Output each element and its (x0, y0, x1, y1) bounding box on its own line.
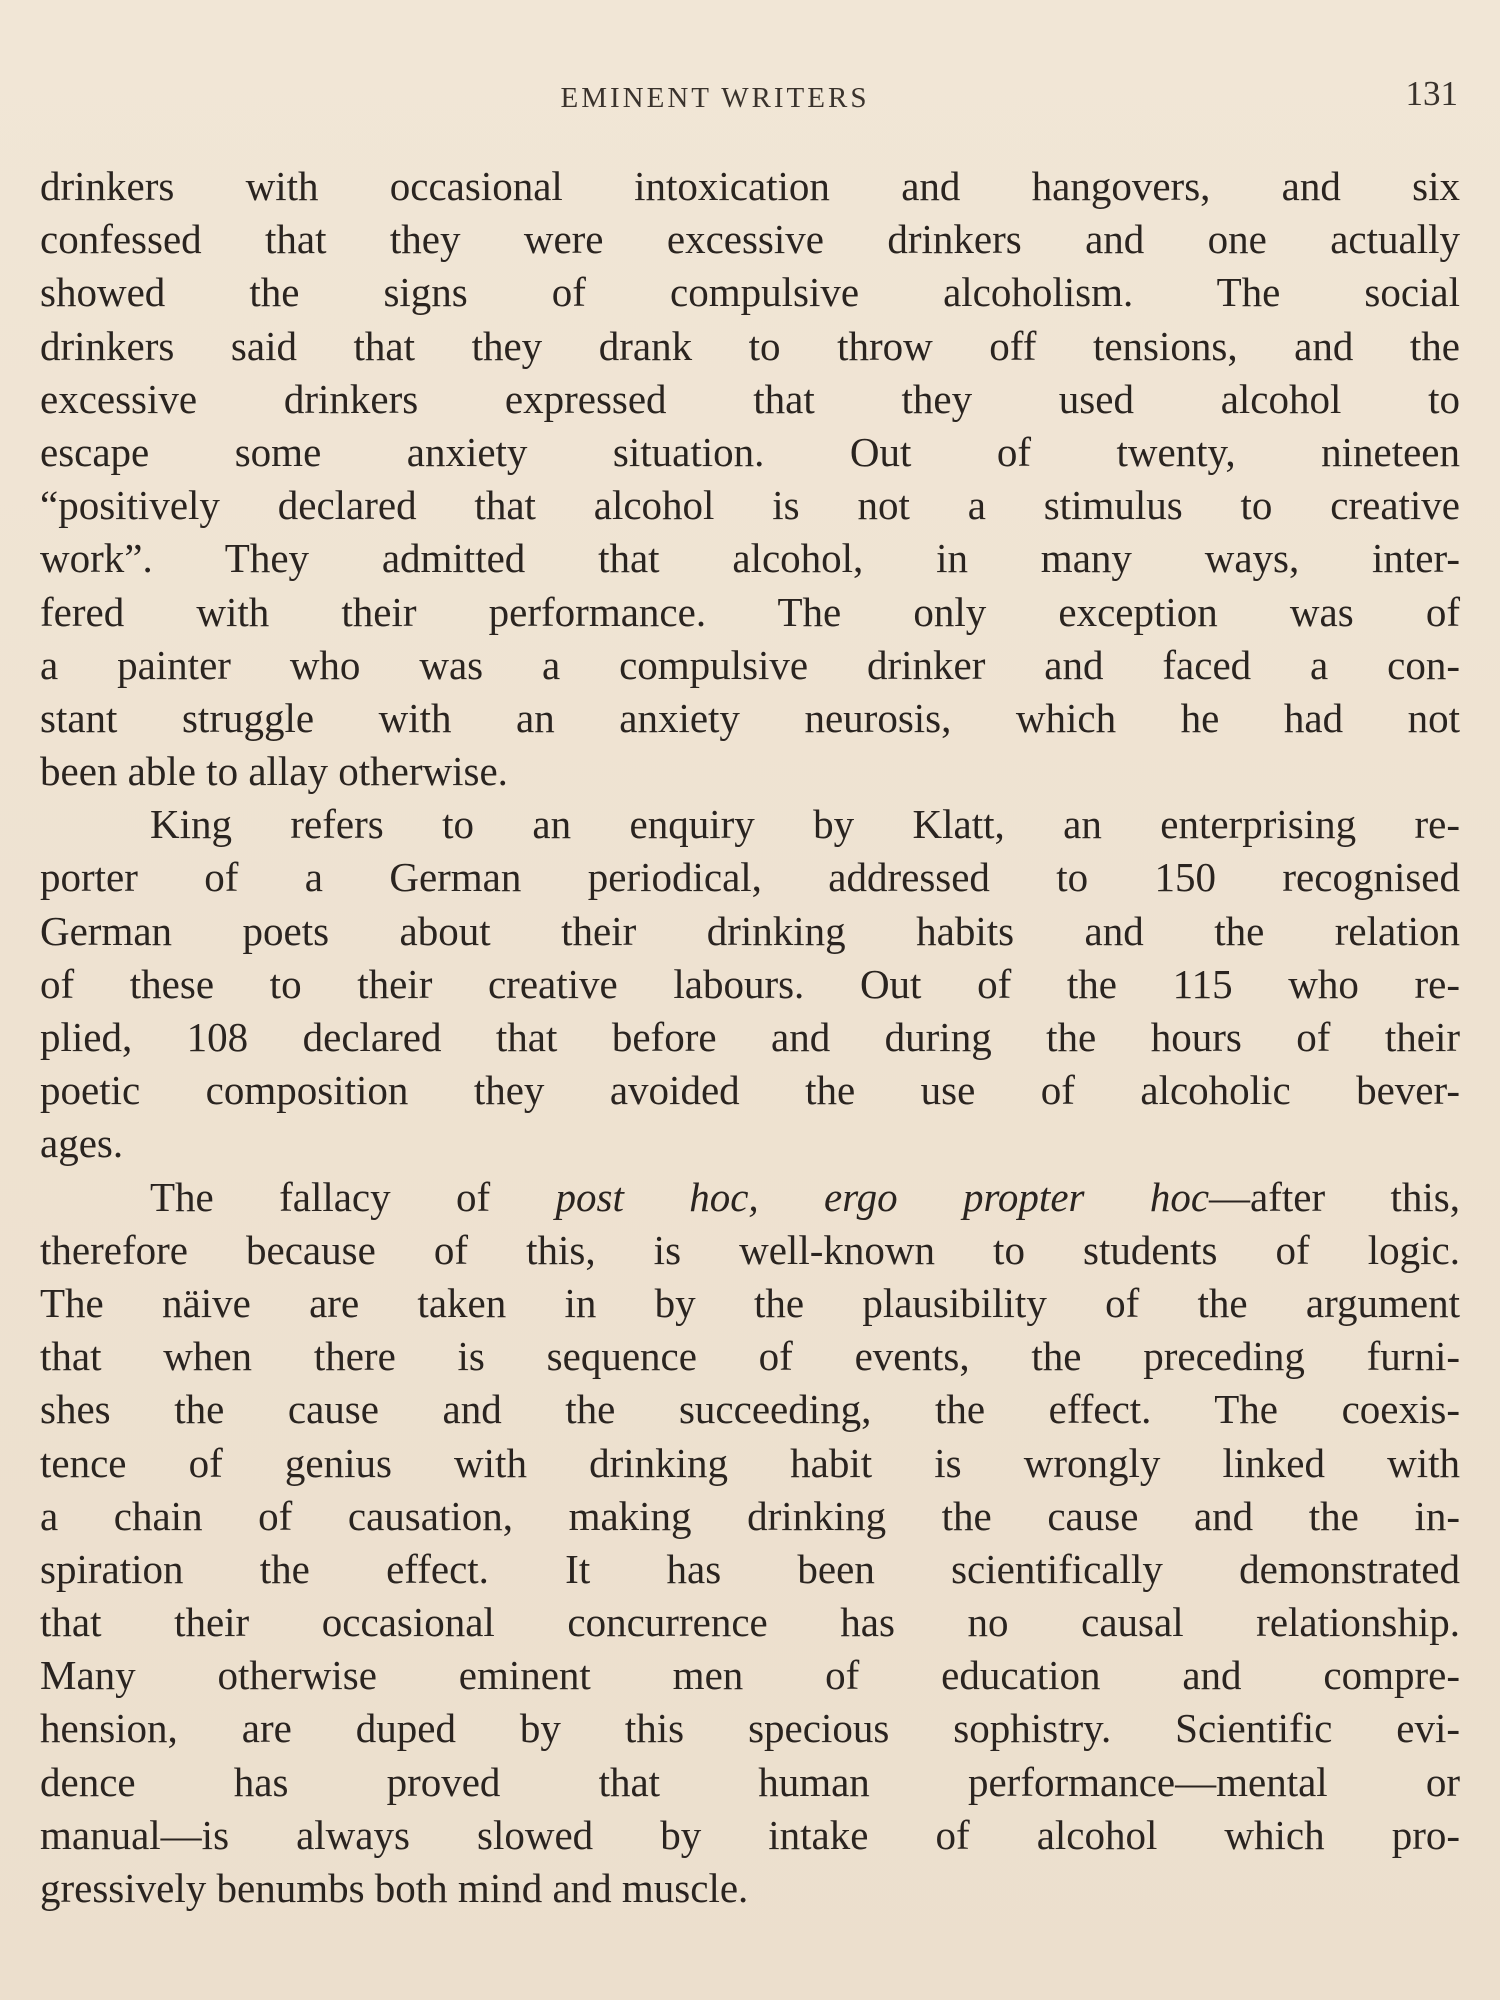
text-line: gressively benumbs both mind and muscle. (40, 1865, 749, 1911)
text-line (40, 1171, 1460, 1224)
text-fragment: —after this, (1209, 1173, 1460, 1220)
text-line: porter of a German periodical, addressed to 150 recognised (40, 854, 1460, 901)
paragraph-2 (40, 798, 1460, 1170)
text-line: drinkers with occasional intoxication and hangovers, and six (40, 163, 1460, 209)
text-line: of these to their creative labours. Out of the 115 who re- (40, 960, 1460, 1007)
text-line: plied, 108 declared that before and during the hours of their (40, 1014, 1460, 1060)
text-line: a chain of causation, making drinking the cause and the in- (40, 1492, 1460, 1539)
text-line: drinkers said that they drank to throw off tensions, and the (40, 322, 1460, 369)
paragraph-3 (40, 1171, 1460, 1916)
text-line: confessed that they were excessive drinkers and one actually (40, 216, 1460, 263)
text-line: King refers to an enquiry by Klatt, an enterprising re- (150, 801, 1460, 848)
text-line: hension, are duped by this specious sophistry. Scientific evi- (40, 1705, 1460, 1752)
text-line: manual—is always slowed by intake of alcohol which pro- (40, 1811, 1460, 1858)
text-line: dence has proved that human performance—mental or (40, 1758, 1460, 1805)
text-line: a painter who was a compulsive drinker and faced a con- (40, 641, 1460, 688)
text-line: German poets about their drinking habits and the relation (40, 907, 1460, 954)
text-fragment: The fallacy of (150, 1173, 556, 1220)
latin-phrase: post hoc, ergo propter hoc (555, 1173, 1210, 1220)
text-line: shes the cause and the succeeding, the effect. The coexis- (40, 1386, 1460, 1433)
text-line: been able to allay otherwise. (40, 748, 508, 795)
running-head: EMINENT WRITERS (560, 82, 870, 114)
text-line: that their occasional concurrence has no causal relationship. (40, 1599, 1460, 1646)
text-line: ages. (40, 1120, 124, 1167)
text-line: tence of genius with drinking habit is wrongly linked with (40, 1439, 1460, 1486)
page-number: 131 (1405, 74, 1458, 113)
text-line: that when there is sequence of events, the preceding furni- (40, 1333, 1460, 1380)
text-line: escape some anxiety situation. Out of twenty, nineteen (40, 428, 1460, 475)
text-line: work”. They admitted that alcohol, in many ways, inter- (40, 535, 1460, 582)
text-line: fered with their performance. The only exception was of (40, 588, 1460, 635)
text-line: spiration the effect. It has been scientifically demonstrated (40, 1545, 1460, 1592)
text-line: showed the signs of compulsive alcoholism. The social (40, 269, 1460, 316)
text-line: excessive drinkers expressed that they used alcohol to (40, 375, 1460, 422)
text-line: “positively declared that alcohol is not a stimulus to creative (40, 482, 1460, 529)
paragraph-1 (40, 160, 1460, 798)
text-line: Many otherwise eminent men of education and compre- (40, 1652, 1460, 1699)
text-line: poetic composition they avoided the use of alcoholic bever- (40, 1067, 1460, 1114)
body-text (40, 160, 1460, 1915)
text-line: The näive are taken in by the plausibility of the argument (40, 1279, 1460, 1326)
text-line: stant struggle with an anxiety neurosis, which he had not (40, 694, 1460, 741)
text-line: therefore because of this, is well-known to students of logic. (40, 1226, 1460, 1273)
